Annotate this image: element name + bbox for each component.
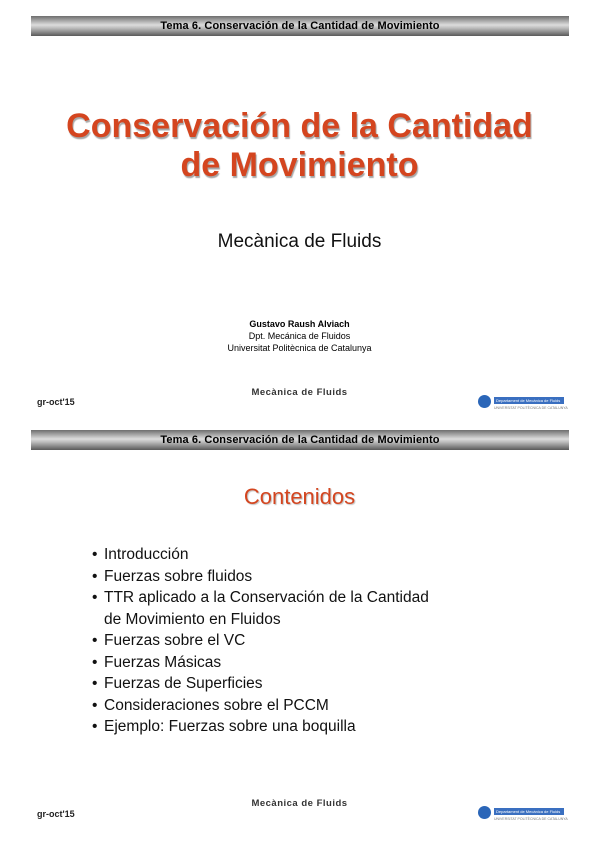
contents-slide: [0, 424, 599, 848]
author-department: Dpt. Mecánica de Fluidos: [248, 331, 351, 341]
footer-course-name: Mecànica de Fluids: [251, 387, 348, 398]
footer-date-code: gr-oct'15: [37, 809, 75, 819]
slide-header-bar: [31, 16, 569, 36]
footer-course-name: Mecànica de Fluids: [251, 798, 348, 809]
list-item: • Fuerzas sobre fluidos: [92, 566, 429, 588]
slide-title-line1: Conservación de la Cantidad: [66, 107, 533, 145]
logo-emblem-icon: [478, 806, 491, 819]
author-block: [0, 318, 599, 354]
list-item: • Fuerzas sobre el VC: [92, 630, 429, 652]
logo-subtext: UNIVERSITAT POLITÈCNICA DE CATALUNYA: [494, 406, 568, 410]
slide-title: [0, 107, 599, 185]
list-item: • Fuerzas de Superficies: [92, 673, 429, 695]
list-item-continuation-text: de Movimiento en Fluidos: [104, 610, 281, 628]
slide-header-text: Tema 6. Conservación de la Cantidad de Movimiento: [160, 20, 440, 32]
contents-list: [92, 544, 429, 738]
department-logo: [478, 805, 566, 823]
list-item: • Introducción: [92, 544, 429, 566]
department-logo: [478, 394, 566, 412]
logo-text: Departament de Mecànica de Fluids: [496, 398, 561, 403]
slide-header-bar: [31, 430, 569, 450]
list-item: • Fuerzas Másicas: [92, 652, 429, 674]
slide-header-text: Tema 6. Conservación de la Cantidad de Movimiento: [160, 434, 440, 446]
author-name: Gustavo Raush Alviach: [249, 319, 350, 329]
logo-subtext: UNIVERSITAT POLITÈCNICA DE CATALUNYA: [494, 817, 568, 821]
slide-subtitle: Mecànica de Fluids: [217, 231, 382, 252]
slide-title-line2: de Movimiento: [180, 146, 419, 184]
slide-title: Contenidos: [243, 484, 356, 509]
list-item: • Ejemplo: Fuerzas sobre una boquilla: [92, 716, 429, 738]
logo-text: Departament de Mecànica de Fluids: [496, 809, 561, 814]
author-university: Universitat Politècnica de Catalunya: [227, 343, 372, 353]
list-item: • Consideraciones sobre el PCCM: [92, 695, 429, 717]
logo-emblem-icon: [478, 395, 491, 408]
list-item-continuation: [92, 609, 429, 631]
list-item: • TTR aplicado a la Conservación de la Cantidad: [92, 587, 429, 609]
footer-date-code: gr-oct'15: [37, 397, 75, 407]
